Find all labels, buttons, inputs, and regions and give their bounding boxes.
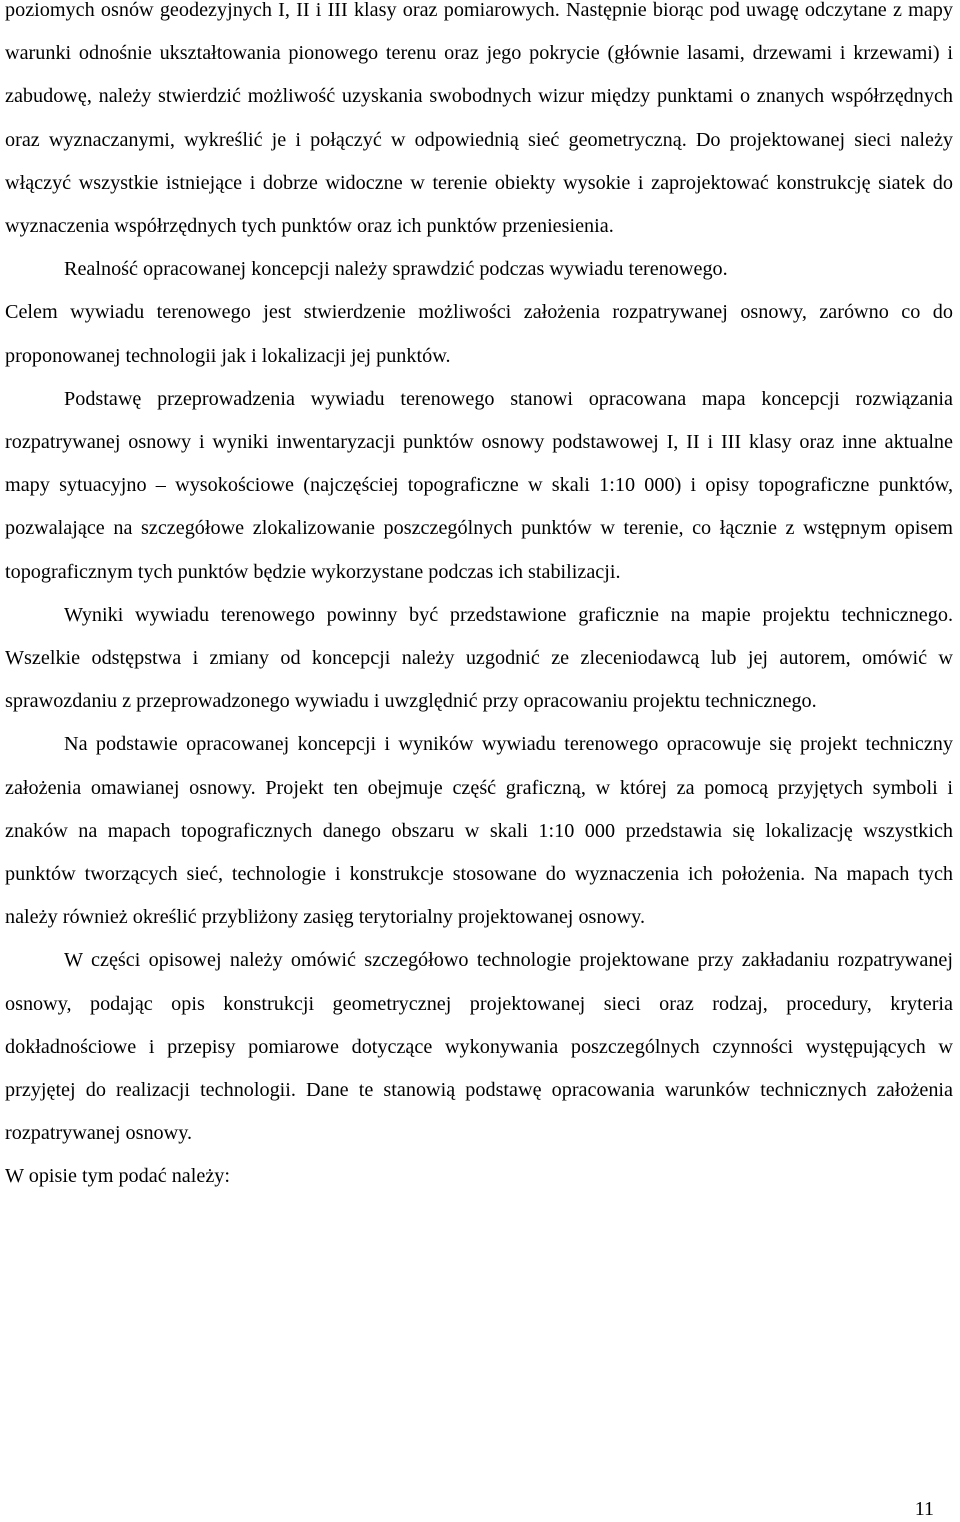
paragraph-w-opisie: W opisie tym podać należy:	[5, 1165, 230, 1188]
paragraph-celem-wywiadu: Celem wywiadu terenowego jest stwierdzenie możliwości założenia rozpatrywanej osnowy, zarówno co do proponowanej technologii jak i lokalizacji jej punktów.	[5, 301, 953, 367]
paragraph-podstawe: Podstawę przeprowadzenia wywiadu terenowego stanowi opracowana mapa koncepcji rozwiązania rozpatrywanej osnowy i wyniki inwentaryzacji punktów osnowy podstawowej I, II i III klasy oraz inne aktualne mapy sytuacyjno – wysokościowe (najczęściej topograficzne w skali 1:10 000) i opisy topograficzne punktów, pozwalające na szczegółowe zlokalizowanie poszczególnych punktów w terenie, co łącznie z wstępnym opisem topograficznym tych punktów będzie wykorzystane podczas ich stabilizacji.	[5, 387, 953, 583]
document-page	[5, 0, 953, 1199]
page-number: 11	[914, 1498, 934, 1520]
paragraph-czesc-opisowa: W części opisowej należy omówić szczegółowo technologie projektowane przy zakładaniu rozpatrywanej osnowy, podając opis konstrukcji geometrycznej projektowanej sieci oraz rodzaj, procedury, kryteria dokładnościowe i przepisy pomiarowe dotyczące wykonywania poszczególnych czynności występujących w przyjętej do realizacji technologii. Dane te stanowią podstawę opracowania warunków technicznych założenia rozpatrywanej osnowy.	[5, 949, 953, 1145]
paragraph-projekt-techniczny: Na podstawie opracowanej koncepcji i wyników wywiadu terenowego opracowuje się projekt techniczny założenia omawianej osnowy. Projekt ten obejmuje część graficzną, w której za pomocą przyjętych symboli i znaków na mapach topograficznych danego obszaru w skali 1:10 000 przedstawia się lokalizację wszystkich punktów tworzących sieć, technologie i konstrukcje stosowane do wyznaczenia ich położenia. Na mapach tych należy również określić przybliżony zasięg terytorialny projektowanej osnowy.	[5, 733, 953, 929]
paragraph-wyniki-wywiadu: Wyniki wywiadu terenowego powinny być przedstawione graficznie na mapie projektu technicznego. Wszelkie odstępstwa i zmiany od koncepcji należy uzgodnić ze zleceniodawcą lub jej autorem, omówić w sprawozdaniu z przeprowadzonego wywiadu i uwzględnić przy opracowaniu projektu technicznego.	[5, 603, 953, 713]
paragraph-continuation: poziomych osnów geodezyjnych I, II i III klasy oraz pomiarowych. Następnie biorąc pod uwagę odczytane z mapy warunki odnośnie ukształtowania pionowego terenu oraz jego pokrycie (głównie lasami, drzewami i krzewami) i zabudowę, należy stwierdzić możliwość uzyskania swobodnych wizur między punktami o znanych współrzędnych oraz wyznaczanymi, wykreślić je i połączyć w odpowiednią sieć geometryczną. Do projektowanej sieci należy włączyć wszystkie istniejące i dobrze widoczne w terenie obiekty wysokie i zaprojektować konstrukcję siatek do wyznaczenia współrzędnych tych punktów oraz ich punktów przeniesienia.	[5, 0, 953, 238]
paragraph-realnosc: Realność opracowanej koncepcji należy sprawdzić podczas wywiadu terenowego.	[64, 258, 728, 281]
